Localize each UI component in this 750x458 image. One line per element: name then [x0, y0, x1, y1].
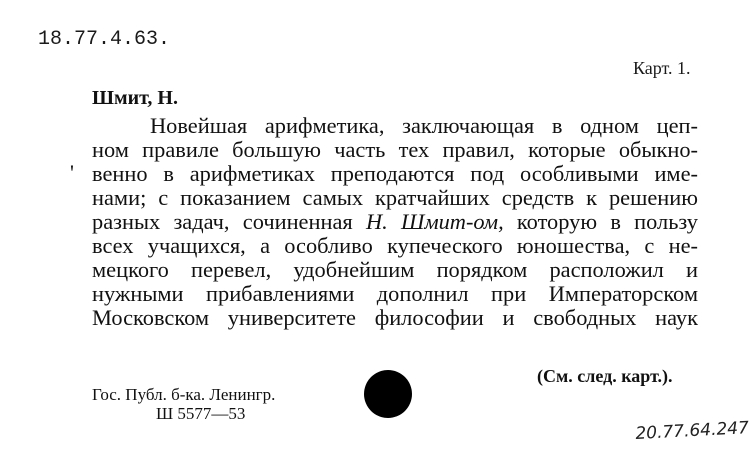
handwritten-number: 20.77.64.247: [634, 418, 750, 444]
description-line: венно в арифметиках преподаются под особливыми име-: [92, 161, 698, 186]
description-line: мецкого перевел, удобнейшим порядком расположил и: [92, 257, 698, 282]
description-segment: разных задач, сочиненная: [92, 209, 353, 234]
shelfmark: 18.77.4.63.: [38, 28, 171, 51]
description-line: нужными прибавлениями дополнил при Императорском: [92, 281, 698, 306]
library-name: Гос. Публ. б-ка. Ленингр.: [92, 385, 276, 404]
description-line: всех учащихся, а особливо купеческого юношества, с не-: [92, 233, 698, 258]
description-line: ном правиле большую часть тех правил, которые обыкно-: [92, 137, 698, 162]
description-line: Московском университете философии и свободных наук: [92, 305, 698, 330]
library-code: Ш 5577—53: [156, 404, 246, 423]
punch-hole: [364, 370, 412, 418]
author-heading: Шмит, Н.: [92, 87, 178, 109]
library-stamp: [92, 385, 275, 423]
description-segment: которую в пользу: [516, 209, 698, 234]
bibliographic-description: [92, 114, 698, 330]
description-line: нами; с показанием самых кратчайших средств к решению: [92, 185, 698, 210]
tick-mark: ': [70, 160, 74, 185]
description-line: [92, 210, 698, 234]
card-number: Карт. 1.: [633, 58, 691, 78]
description-line: Новейшая арифметика, заключающая в одном цеп-: [150, 113, 698, 138]
continuation-note: (См. след. карт.).: [537, 366, 673, 386]
author-inline-italic: Н. Шмит-ом,: [365, 209, 504, 234]
